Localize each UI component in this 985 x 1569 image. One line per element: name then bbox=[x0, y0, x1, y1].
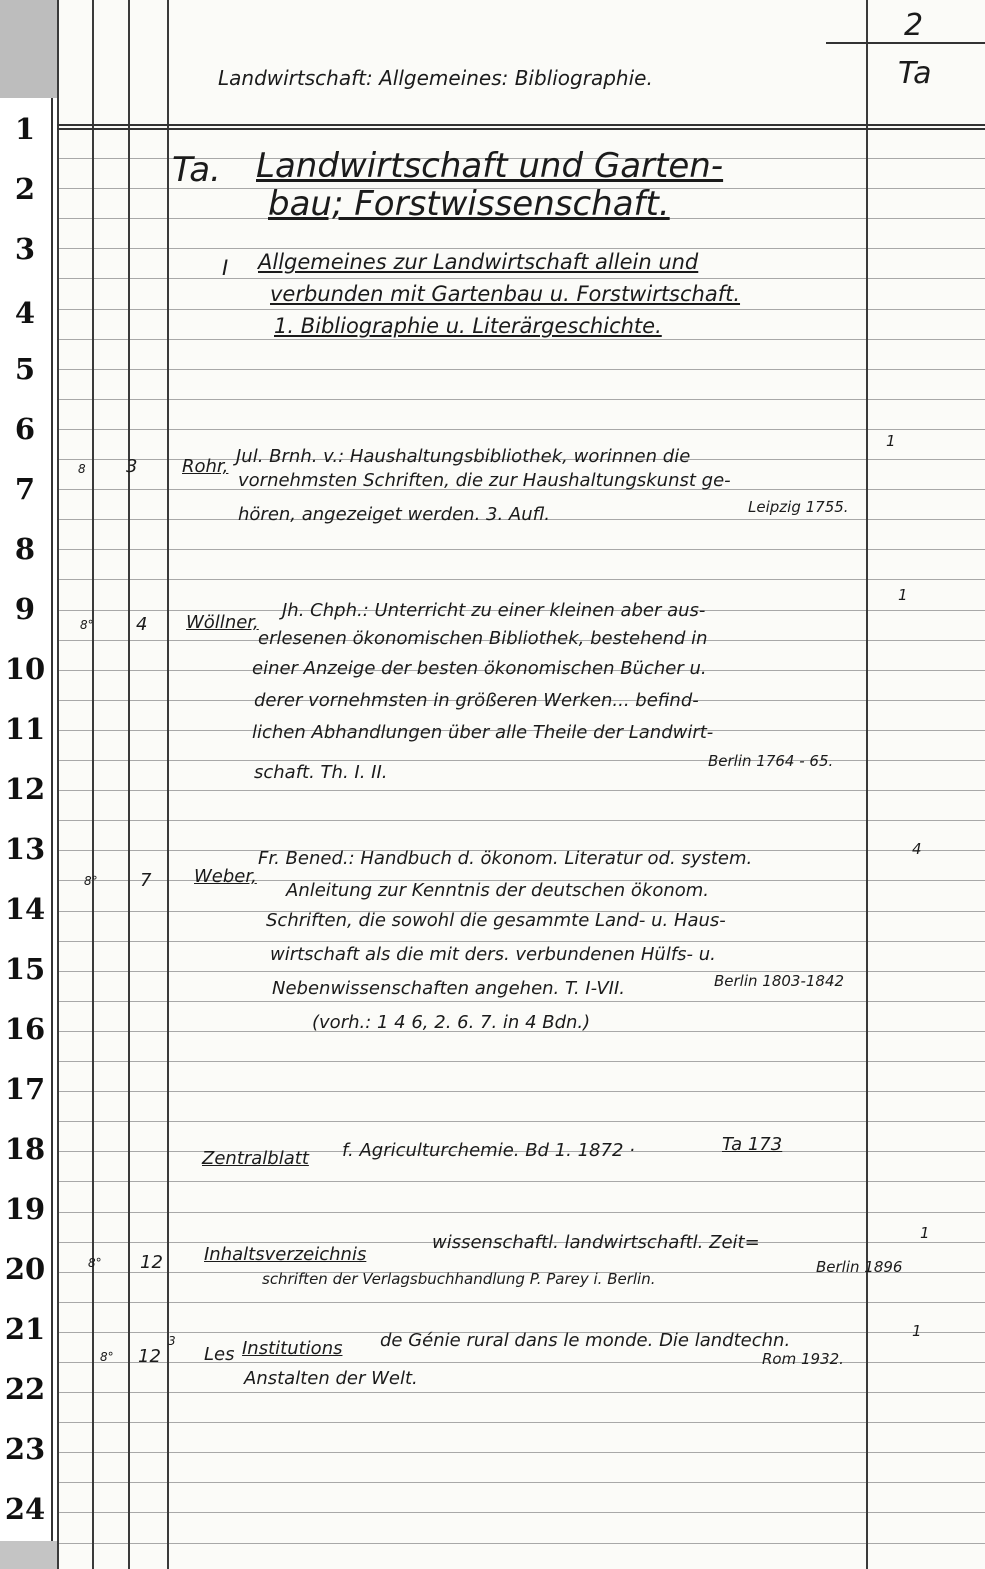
ruled-line bbox=[57, 790, 985, 791]
entry-text-line: Jh. Chph.: Unterricht zu einer kleinen aber aus- bbox=[282, 600, 706, 621]
ruled-line bbox=[57, 339, 985, 340]
line-number: 6 bbox=[14, 412, 36, 446]
line-number: 2 bbox=[14, 172, 36, 206]
ruled-line bbox=[57, 579, 985, 580]
ruled-line bbox=[57, 369, 985, 370]
ruled-line bbox=[57, 1482, 985, 1483]
entry-author: Inhaltsverzeichnis bbox=[204, 1244, 367, 1265]
ruled-line bbox=[57, 1512, 985, 1513]
line-number: 3 bbox=[14, 232, 36, 266]
entry-reference: Ta 173 bbox=[722, 1134, 783, 1155]
entry-text-line: f. Agriculturchemie. Bd 1. 1872 · bbox=[342, 1140, 635, 1161]
entry-format: 8° bbox=[88, 1256, 102, 1270]
subsection-line-3: 1. Bibliographie u. Literärgeschichte. bbox=[274, 314, 662, 338]
ruled-line bbox=[57, 760, 985, 761]
entry-text-line: erlesenen ökonomischen Bibliothek, bestehend in bbox=[258, 628, 708, 649]
ruled-line bbox=[57, 1392, 985, 1393]
section-mark: Ta. bbox=[172, 150, 221, 190]
scan-border-bottom bbox=[0, 1541, 57, 1569]
entry-place-date: Berlin 1896 bbox=[816, 1258, 903, 1276]
line-number: 23 bbox=[4, 1432, 46, 1466]
header-double-rule-2 bbox=[57, 128, 985, 130]
entry-place-date: Rom 1932. bbox=[762, 1350, 844, 1368]
entry-text-line: einer Anzeige der besten ökonomischen Bücher u. bbox=[252, 658, 707, 679]
entry-count: 1 bbox=[898, 586, 908, 604]
line-number: 13 bbox=[4, 832, 46, 866]
entry-number: 4 bbox=[136, 614, 148, 635]
entry-count: 1 bbox=[912, 1322, 922, 1340]
entry-number: 12 bbox=[140, 1252, 163, 1273]
entry-author: Weber, bbox=[194, 866, 257, 887]
format-column-rule bbox=[92, 0, 94, 1569]
line-number: 10 bbox=[4, 652, 46, 686]
line-number: 16 bbox=[4, 1012, 46, 1046]
ruled-line bbox=[57, 941, 985, 942]
section-title-line-1: Landwirtschaft und Garten- bbox=[256, 146, 724, 186]
entry-text-line: wirtschaft als die mit ders. verbundenen Hülfs- u. bbox=[270, 944, 716, 965]
ruled-line bbox=[57, 1212, 985, 1213]
line-number: 19 bbox=[4, 1192, 46, 1226]
ruled-line bbox=[57, 278, 985, 279]
entry-format: 8° bbox=[80, 618, 94, 632]
entry-count: 1 bbox=[886, 432, 896, 450]
entry-number: 3 bbox=[126, 456, 138, 477]
ruled-line bbox=[57, 1181, 985, 1182]
entry-text-line: Nebenwissenschaften angehen. T. I-VII. bbox=[272, 978, 626, 999]
ruled-line bbox=[57, 549, 985, 550]
ruled-line bbox=[57, 399, 985, 400]
ruled-line bbox=[57, 429, 985, 430]
line-number: 8 bbox=[14, 532, 36, 566]
scan-border-top bbox=[0, 0, 57, 98]
line-number: 22 bbox=[4, 1372, 46, 1406]
ruled-line bbox=[57, 309, 985, 310]
entry-text-line: schaft. Th. I. II. bbox=[254, 762, 388, 783]
entry-text-line: derer vornehmsten in größeren Werken... befind- bbox=[254, 690, 699, 711]
ruled-line bbox=[57, 248, 985, 249]
entry-text-line: Jul. Brnh. v.: Haushaltungsbibliothek, worinnen die bbox=[236, 446, 691, 467]
ruled-line bbox=[57, 1001, 985, 1002]
entry-author: Institutions bbox=[242, 1338, 343, 1359]
signature-mark: Ta bbox=[898, 56, 932, 91]
entry-text-line: schriften der Verlagsbuchhandlung P. Parey i. Berlin. bbox=[262, 1270, 656, 1288]
entry-text-line: vornehmsten Schriften, die zur Haushaltungskunst ge- bbox=[238, 470, 731, 491]
ruled-line bbox=[57, 1302, 985, 1303]
entry-place-date: Berlin 1764 - 65. bbox=[708, 752, 834, 770]
section-title-line-2: bau; Forstwissenschaft. bbox=[268, 184, 670, 224]
entry-text-line: Anleitung zur Kenntnis der deutschen ökonom. bbox=[286, 880, 710, 901]
line-number: 7 bbox=[14, 472, 36, 506]
subsection-line-2: verbunden mit Gartenbau u. Forstwirtschaft. bbox=[270, 282, 741, 306]
count-column-rule bbox=[866, 0, 868, 1569]
number-column-rule bbox=[128, 0, 130, 1569]
entry-place-date: Berlin 1803-1842 bbox=[714, 972, 845, 990]
entry-count: 1 bbox=[920, 1224, 930, 1242]
entry-text-line: lichen Abhandlungen über alle Theile der Landwirt- bbox=[252, 722, 714, 743]
entry-text-line: Anstalten der Welt. bbox=[244, 1368, 418, 1389]
entry-format: 8 bbox=[78, 462, 86, 476]
entry-place-date: Leipzig 1755. bbox=[748, 498, 849, 516]
ruled-line bbox=[57, 1543, 985, 1544]
line-number: 11 bbox=[4, 712, 46, 746]
entry-text-line: hören, angezeiget werden. 3. Aufl. bbox=[238, 504, 551, 525]
line-number: 9 bbox=[14, 592, 36, 626]
entry-text-line: (vorh.: 1 4 6, 2. 6. 7. in 4 Bdn.) bbox=[312, 1012, 591, 1033]
ruled-line bbox=[57, 820, 985, 821]
line-number: 4 bbox=[14, 296, 36, 330]
line-number: 18 bbox=[4, 1132, 46, 1166]
line-number: 14 bbox=[4, 892, 46, 926]
line-number: 21 bbox=[4, 1312, 46, 1346]
entry-number: 12 bbox=[138, 1346, 161, 1367]
entry-author: Rohr, bbox=[182, 456, 229, 477]
entry-text-line: de Génie rural dans le monde. Die landtechn. bbox=[380, 1330, 791, 1351]
running-title: Landwirtschaft: Allgemeines: Bibliographie. bbox=[218, 66, 653, 90]
strip-edge bbox=[51, 98, 53, 1541]
entry-number: 7 bbox=[140, 870, 152, 891]
line-number: 1 bbox=[14, 112, 36, 146]
ruled-line bbox=[57, 1422, 985, 1423]
entry-text-line: wissenschaftl. landwirtschaftl. Zeit= bbox=[432, 1232, 760, 1253]
ruled-line bbox=[57, 1362, 985, 1363]
line-number: 5 bbox=[14, 352, 36, 386]
entry-pre-author: Les bbox=[204, 1344, 235, 1365]
header-double-rule-1 bbox=[57, 124, 985, 126]
ruled-line bbox=[57, 1091, 985, 1092]
page-number: 2 bbox=[904, 8, 924, 43]
ruled-line bbox=[57, 971, 985, 972]
line-number: 20 bbox=[4, 1252, 46, 1286]
ruled-line bbox=[57, 1121, 985, 1122]
line-number: 17 bbox=[4, 1072, 46, 1106]
ruled-line bbox=[57, 1452, 985, 1453]
entry-author: Wöllner, bbox=[186, 612, 259, 633]
subsection-line-1: Allgemeines zur Landwirtschaft allein und bbox=[258, 250, 699, 274]
entry-format: 8° bbox=[100, 1350, 114, 1364]
entry-count: 4 bbox=[912, 840, 922, 858]
entry-format: 8° bbox=[84, 874, 98, 888]
entry-text-line: Schriften, die sowohl die gesammte Land- u. Haus- bbox=[266, 910, 726, 931]
line-number: 24 bbox=[4, 1492, 46, 1526]
subsection-roman: I bbox=[222, 256, 229, 280]
sheet-left-edge bbox=[57, 0, 59, 1569]
line-number: 12 bbox=[4, 772, 46, 806]
entry-text-line: Fr. Bened.: Handbuch d. ökonom. Literatur od. system. bbox=[258, 848, 753, 869]
ruled-line bbox=[57, 1061, 985, 1062]
entry-number-superscript: 3 bbox=[168, 1334, 176, 1348]
line-number: 15 bbox=[4, 952, 46, 986]
entry-author: Zentralblatt bbox=[202, 1148, 309, 1169]
